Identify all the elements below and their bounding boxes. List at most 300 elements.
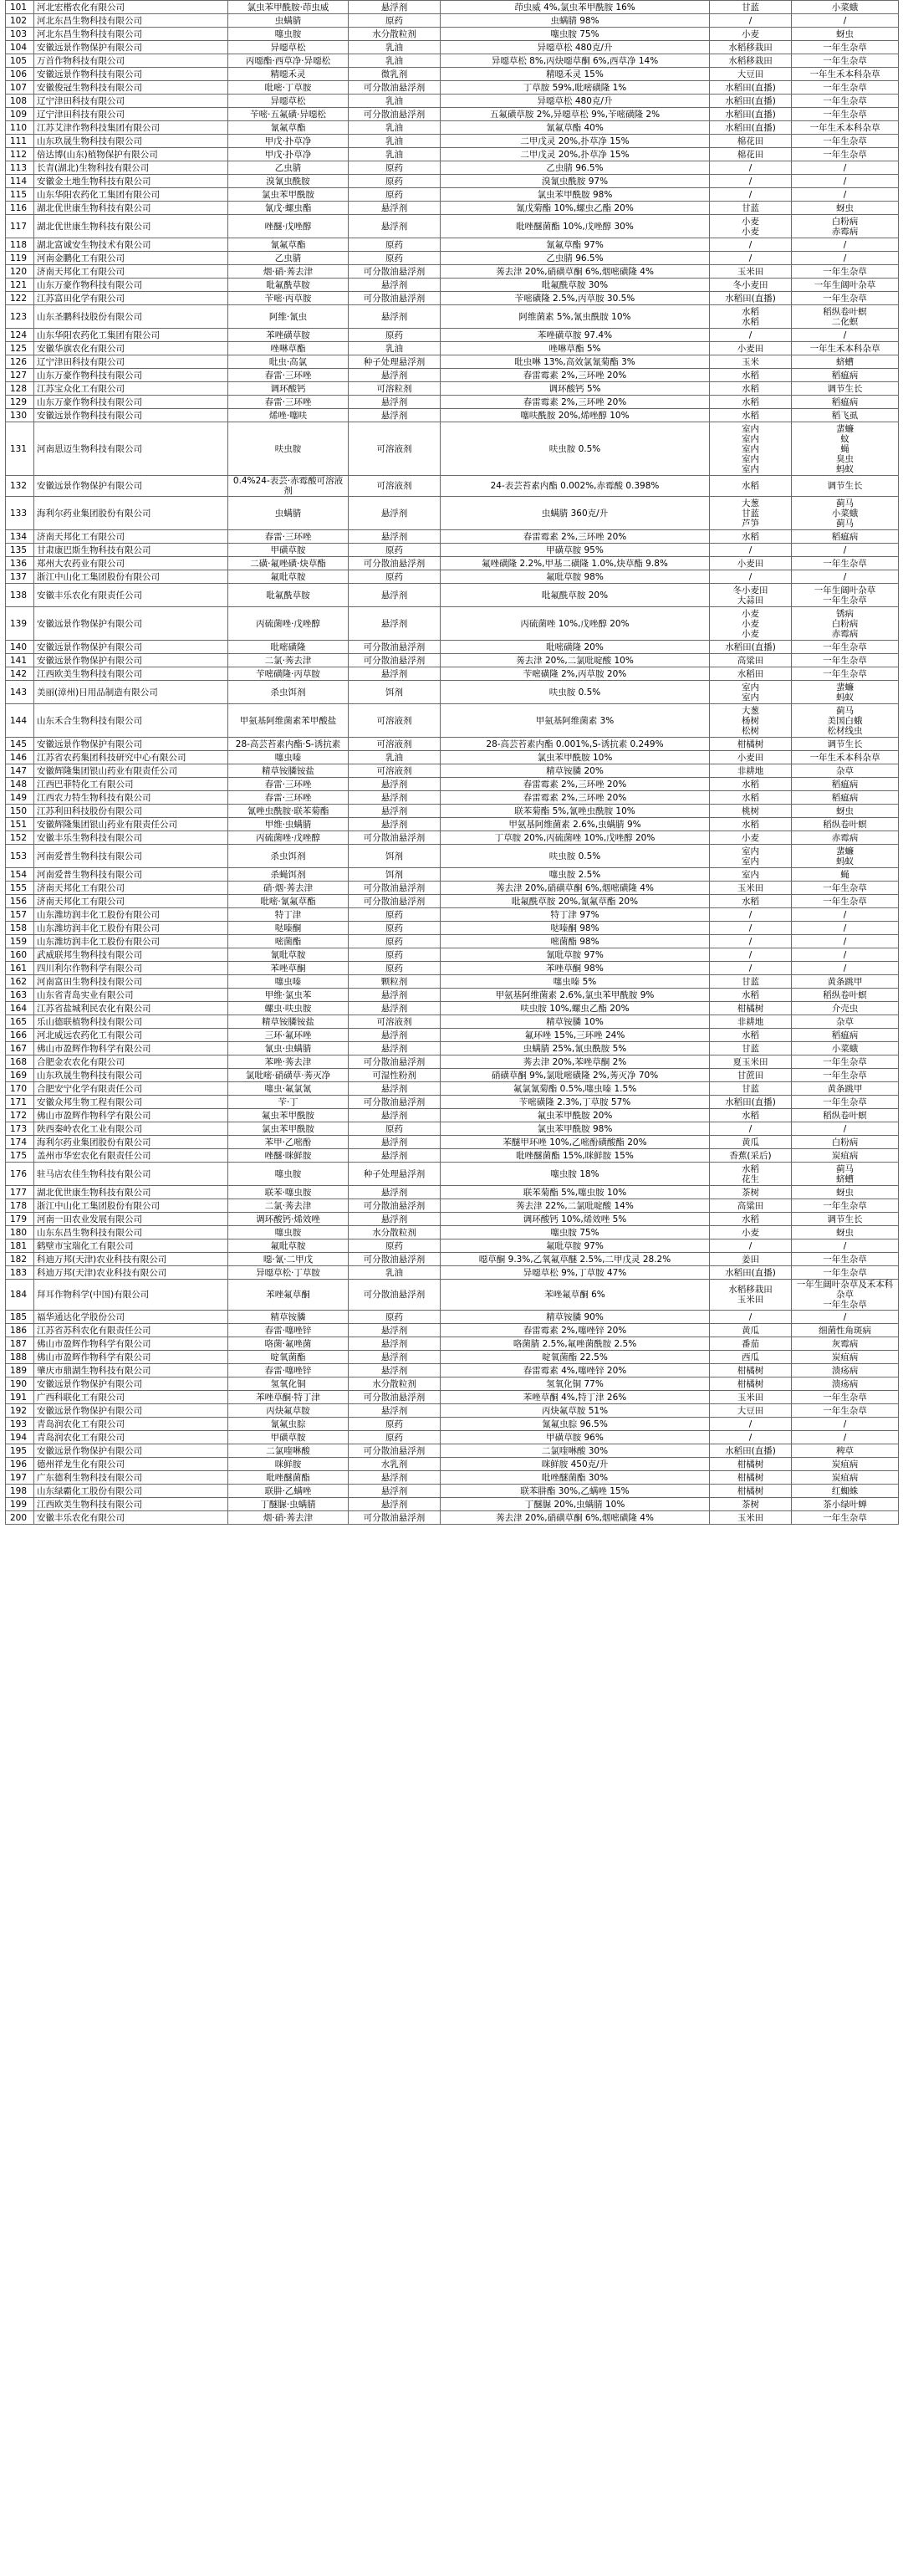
row-number: 159 — [6, 935, 34, 948]
active-ingredient: 呋虫胺 0.5% — [441, 681, 710, 704]
crop: 小麦 小麦 — [710, 215, 792, 238]
active-ingredient: 丁草胺 59%,吡嘧磺隆 1% — [441, 81, 710, 95]
company-name: 安徽金土地生物科技有限公司 — [34, 175, 228, 188]
formulation: 乳油 — [349, 148, 441, 161]
table-row — [6, 68, 899, 81]
table-row — [6, 175, 899, 188]
crop: 黄瓜 — [710, 1324, 792, 1337]
product-name: 精草铵膦铵盐 — [228, 764, 349, 778]
target-pest: 一年生禾本科杂草 — [792, 121, 899, 135]
target-pest: 调节生长 — [792, 476, 899, 497]
crop: / — [710, 922, 792, 935]
table-row — [6, 1015, 899, 1029]
formulation: 可溶液剂 — [349, 422, 441, 476]
row-number: 185 — [6, 1311, 34, 1324]
company-name: 山东华阳农药化工集团有限公司 — [34, 329, 228, 342]
company-name: 山东禾合生物科技有限公司 — [34, 704, 228, 738]
crop: 水稻移栽田 — [710, 54, 792, 68]
crop: 水稻 水稻 — [710, 305, 792, 329]
crop: 水稻 — [710, 989, 792, 1002]
company-name: 河北东昌生物科技有限公司 — [34, 28, 228, 41]
crop: 水稻 — [710, 476, 792, 497]
target-pest: 一年生杂草 — [792, 667, 899, 681]
row-number: 121 — [6, 279, 34, 292]
company-name: 湖北富诚安生物技术有限公司 — [34, 238, 228, 252]
active-ingredient: 吡唑醚菌酯 10%,戊唑醇 30% — [441, 215, 710, 238]
formulation: 原药 — [349, 188, 441, 202]
table-row — [6, 791, 899, 805]
product-name: 噻虫胺 — [228, 1163, 349, 1186]
formulation: 可分散油悬浮剂 — [349, 81, 441, 95]
row-number: 160 — [6, 948, 34, 962]
table-row — [6, 1253, 899, 1266]
row-number: 146 — [6, 751, 34, 764]
table-row — [6, 764, 899, 778]
row-number: 200 — [6, 1511, 34, 1525]
row-number: 191 — [6, 1391, 34, 1404]
target-pest: 一年生杂草 — [792, 1069, 899, 1082]
product-name: 虫螨腈 — [228, 497, 349, 530]
formulation: 可分散油悬浮剂 — [349, 292, 441, 305]
table-row — [6, 279, 899, 292]
active-ingredient: 春雷霉素 2%,噻唑锌 20% — [441, 1324, 710, 1337]
product-name: 吡嘧·氰氟草酯 — [228, 895, 349, 908]
crop: 水稻 — [710, 1109, 792, 1122]
target-pest: 蜚蠊 蚂蚁 — [792, 681, 899, 704]
table-row — [6, 584, 899, 607]
active-ingredient: 噻呋酰胺 20%,烯唑醇 10% — [441, 409, 710, 422]
product-name: 氯虫苯甲酰胺·茚虫威 — [228, 1, 349, 14]
target-pest: 稻瘟病 — [792, 791, 899, 805]
product-name: 虫螨腈 — [228, 14, 349, 28]
active-ingredient: 春雷霉素 2%,三环唑 20% — [441, 530, 710, 544]
company-name: 山东玖晟生物科技有限公司 — [34, 135, 228, 148]
crop: 姜田 — [710, 1253, 792, 1266]
crop: 玉米田 — [710, 882, 792, 895]
crop: 桃树 — [710, 805, 792, 818]
active-ingredient: 二甲戊灵 20%,扑草净 15% — [441, 148, 710, 161]
table-row — [6, 202, 899, 215]
target-pest: / — [792, 1311, 899, 1324]
formulation: 悬浮剂 — [349, 1149, 441, 1163]
row-number: 126 — [6, 355, 34, 369]
table-row — [6, 975, 899, 989]
formulation: 可湿性粉剂 — [349, 1069, 441, 1082]
row-number: 144 — [6, 704, 34, 738]
target-pest: 调节生长 — [792, 738, 899, 751]
row-number: 149 — [6, 791, 34, 805]
product-name: 噻虫·氟氯氰 — [228, 1082, 349, 1096]
company-name: 河南金鹏化工有限公司 — [34, 252, 228, 265]
product-name: 烯唑·噻呋 — [228, 409, 349, 422]
formulation: 可分散油悬浮剂 — [349, 1096, 441, 1109]
crop: 室内 室内 — [710, 681, 792, 704]
active-ingredient: 噻虫胺 75% — [441, 1226, 710, 1239]
company-name: 江西农力特生物科技有限公司 — [34, 791, 228, 805]
target-pest: 稻纵卷叶螟 — [792, 989, 899, 1002]
company-name: 四川利尔作物科学有限公司 — [34, 962, 228, 975]
crop: 水稻 — [710, 1029, 792, 1042]
table-row — [6, 1364, 899, 1377]
crop: 甘蓝 — [710, 1, 792, 14]
active-ingredient: 莠去津 20%,硝磺草酮 6%,烟嘧磺隆 4% — [441, 265, 710, 279]
row-number: 103 — [6, 28, 34, 41]
active-ingredient: 阿维菌素 5%,氰虫酰胺 10% — [441, 305, 710, 329]
active-ingredient: 噻虫胺 18% — [441, 1163, 710, 1186]
active-ingredient: 茚虫威 4%,氯虫苯甲酰胺 16% — [441, 1, 710, 14]
formulation: 悬浮剂 — [349, 497, 441, 530]
target-pest: 蜚蠊 蚊 蝇 臭虫 蚂蚁 — [792, 422, 899, 476]
row-number: 127 — [6, 369, 34, 382]
product-name: 联苯·噻虫胺 — [228, 1186, 349, 1199]
company-name: 安徽远景作物保护有限公司 — [34, 1444, 228, 1458]
row-number: 141 — [6, 654, 34, 667]
row-number: 132 — [6, 476, 34, 497]
company-name: 海利尔药业集团股份有限公司 — [34, 497, 228, 530]
row-number: 199 — [6, 1498, 34, 1511]
crop: 水稻 — [710, 409, 792, 422]
company-name: 辽宁津田科技有限公司 — [34, 108, 228, 121]
target-pest: 调节生长 — [792, 382, 899, 396]
formulation: 悬浮剂 — [349, 818, 441, 831]
company-name: 江苏省盐城利民农化有限公司 — [34, 1002, 228, 1015]
company-name: 济南天邦化工有限公司 — [34, 265, 228, 279]
row-number: 195 — [6, 1444, 34, 1458]
row-number: 168 — [6, 1055, 34, 1069]
table-row — [6, 1498, 899, 1511]
company-name: 山东潍坊润丰化工股份有限公司 — [34, 922, 228, 935]
table-row — [6, 497, 899, 530]
formulation: 悬浮剂 — [349, 1213, 441, 1226]
row-number: 169 — [6, 1069, 34, 1082]
company-name: 合肥金农农化有限公司 — [34, 1055, 228, 1069]
crop: 水稻 花生 — [710, 1163, 792, 1186]
company-name: 佛山市盈辉作物科学有限公司 — [34, 1109, 228, 1122]
company-name: 安徽华旗农化有限公司 — [34, 342, 228, 355]
crop: 大葱 杨树 松树 — [710, 704, 792, 738]
row-number: 139 — [6, 607, 34, 641]
active-ingredient: 呋虫胺 0.5% — [441, 422, 710, 476]
active-ingredient: 虫螨腈 98% — [441, 14, 710, 28]
crop: 水稻 — [710, 778, 792, 791]
table-row — [6, 135, 899, 148]
product-name: 吡虫·高氯 — [228, 355, 349, 369]
formulation: 原药 — [349, 922, 441, 935]
active-ingredient: 苄嘧磺隆 2.5%,丙草胺 30.5% — [441, 292, 710, 305]
table-row — [6, 738, 899, 751]
product-name: 二氯·莠去津 — [228, 654, 349, 667]
product-name: 氯虫苯甲酰胺 — [228, 1122, 349, 1136]
crop: 室内 室内 — [710, 845, 792, 868]
crop: 水稻田(直播) — [710, 81, 792, 95]
formulation: 乳油 — [349, 751, 441, 764]
product-name: 乙虫腈 — [228, 161, 349, 175]
table-row — [6, 329, 899, 342]
crop: 甘蓝 — [710, 202, 792, 215]
company-name: 山东省青岛实业有限公司 — [34, 989, 228, 1002]
company-name: 鹤壁市宝瑞化工有限公司 — [34, 1239, 228, 1253]
target-pest: 一年生阔叶杂草 — [792, 279, 899, 292]
target-pest: 一年生禾本科杂草 — [792, 342, 899, 355]
crop: 茶树 — [710, 1186, 792, 1199]
product-name: 甲戊·扑草净 — [228, 135, 349, 148]
product-name: 苄·丁 — [228, 1096, 349, 1109]
formulation: 可分散油悬浮剂 — [349, 895, 441, 908]
crop: 大豆田 — [710, 1404, 792, 1418]
row-number: 175 — [6, 1149, 34, 1163]
company-name: 山东东昌生物科技有限公司 — [34, 1226, 228, 1239]
table-row — [6, 805, 899, 818]
formulation: 悬浮剂 — [349, 584, 441, 607]
crop: 水稻 — [710, 382, 792, 396]
formulation: 可分散油悬浮剂 — [349, 1280, 441, 1311]
table-row — [6, 845, 899, 868]
table-row — [6, 607, 899, 641]
company-name: 安徽辉隆集团银山药业有限责任公司 — [34, 764, 228, 778]
company-name: 江西欧美生物科技有限公司 — [34, 667, 228, 681]
crop: 水稻田(直播) — [710, 1444, 792, 1458]
formulation: 悬浮剂 — [349, 1324, 441, 1337]
crop: 甘蓝 — [710, 975, 792, 989]
crop: 小麦田 — [710, 557, 792, 570]
row-number: 162 — [6, 975, 34, 989]
row-number: 118 — [6, 238, 34, 252]
active-ingredient: 丁草胺 20%,丙硫菌唑 10%,戊唑醇 20% — [441, 831, 710, 845]
row-number: 186 — [6, 1324, 34, 1337]
table-row — [6, 895, 899, 908]
row-number: 171 — [6, 1096, 34, 1109]
table-row — [6, 704, 899, 738]
formulation: 悬浮剂 — [349, 396, 441, 409]
target-pest: 稻纵卷叶螟 — [792, 1109, 899, 1122]
formulation: 原药 — [349, 948, 441, 962]
formulation: 乳油 — [349, 1266, 441, 1280]
row-number: 140 — [6, 641, 34, 654]
product-name: 吡唑醚菌酯 — [228, 1471, 349, 1485]
crop: 大葱 甘蓝 芦笋 — [710, 497, 792, 530]
product-name: 苯唑磺草胺 — [228, 329, 349, 342]
crop: 香蕉(采后) — [710, 1149, 792, 1163]
active-ingredient: 精草铵膦 20% — [441, 764, 710, 778]
target-pest: 一年生杂草 — [792, 81, 899, 95]
active-ingredient: 乙虫腈 96.5% — [441, 252, 710, 265]
table-row — [6, 1, 899, 14]
product-name: 联肼·乙螨唑 — [228, 1485, 349, 1498]
table-row — [6, 14, 899, 28]
active-ingredient: 吡虫啉 13%,高效氯氰菊酯 3% — [441, 355, 710, 369]
table-row — [6, 908, 899, 922]
formulation: 水分散粒剂 — [349, 1226, 441, 1239]
target-pest: 蜚蠊 蚂蚁 — [792, 845, 899, 868]
crop: / — [710, 1122, 792, 1136]
product-name: 吡氟酰草胺 — [228, 279, 349, 292]
active-ingredient: 春雷霉素 2%,三环唑 20% — [441, 778, 710, 791]
product-name: 春雷·噻唑锌 — [228, 1324, 349, 1337]
row-number: 172 — [6, 1109, 34, 1122]
crop: / — [710, 14, 792, 28]
product-name: 春雷·噻唑锌 — [228, 1364, 349, 1377]
formulation: 原药 — [349, 935, 441, 948]
active-ingredient: 溴氰虫酰胺 97% — [441, 175, 710, 188]
row-number: 198 — [6, 1485, 34, 1498]
table-row — [6, 292, 899, 305]
table-row — [6, 265, 899, 279]
table-row — [6, 935, 899, 948]
company-name: 湖北优世康生物科技有限公司 — [34, 202, 228, 215]
crop: / — [710, 962, 792, 975]
product-name: 溴氰虫酰胺 — [228, 175, 349, 188]
crop: 水稻田(直播) — [710, 641, 792, 654]
target-pest: 一年生杂草 — [792, 1404, 899, 1418]
active-ingredient: 呋虫胺 10%,螺虫乙酯 20% — [441, 1002, 710, 1015]
crop: 柑橘树 — [710, 1471, 792, 1485]
active-ingredient: 莠去津 22%,二氯吡啶酸 14% — [441, 1199, 710, 1213]
row-number: 135 — [6, 544, 34, 557]
target-pest: 一年生禾本科杂草 — [792, 751, 899, 764]
table-row — [6, 1002, 899, 1015]
formulation: 可分散油悬浮剂 — [349, 1253, 441, 1266]
company-name: 济南天邦化工有限公司 — [34, 895, 228, 908]
crop: 甘蔗田 — [710, 1069, 792, 1082]
company-name: 安徽远景作物保护有限公司 — [34, 654, 228, 667]
company-name: 安徽远景作物保护有限公司 — [34, 1404, 228, 1418]
target-pest: 一年生杂草 — [792, 135, 899, 148]
crop: 水稻田(直播) — [710, 108, 792, 121]
active-ingredient: 乙虫腈 96.5% — [441, 161, 710, 175]
active-ingredient: 硝磺草酮 9%,氯吡嘧磺隆 2%,莠灭净 70% — [441, 1069, 710, 1082]
table-row — [6, 409, 899, 422]
active-ingredient: 丁醚脲 20%,虫螨腈 10% — [441, 1498, 710, 1511]
product-name: 噻虫胺 — [228, 1226, 349, 1239]
table-row — [6, 962, 899, 975]
target-pest: 一年生禾本科杂草 — [792, 68, 899, 81]
target-pest: / — [792, 1431, 899, 1444]
formulation: 悬浮剂 — [349, 1029, 441, 1042]
company-name: 河南恩迈生物科技有限公司 — [34, 422, 228, 476]
table-row — [6, 1377, 899, 1391]
target-pest: 一年生阔叶杂草 一年生杂草 — [792, 584, 899, 607]
product-name: 螺虫·呋虫胺 — [228, 1002, 349, 1015]
table-row — [6, 922, 899, 935]
row-number: 137 — [6, 570, 34, 584]
target-pest: 白粉病 赤霉病 — [792, 215, 899, 238]
table-row — [6, 557, 899, 570]
product-name: 氰氟虫腙 — [228, 1418, 349, 1431]
target-pest: / — [792, 908, 899, 922]
table-row — [6, 28, 899, 41]
target-pest: 蓟马 美国白蛾 松材线虫 — [792, 704, 899, 738]
company-name: 山东玖晟生物科技有限公司 — [34, 1069, 228, 1082]
product-name: 丁醚脲·虫螨腈 — [228, 1498, 349, 1511]
active-ingredient: 甲磺草胺 96% — [441, 1431, 710, 1444]
product-name: 苯唑氟草酮 — [228, 1280, 349, 1311]
row-number: 107 — [6, 81, 34, 95]
company-name: 江苏艾津作物科技集团有限公司 — [34, 121, 228, 135]
crop: 室内 — [710, 868, 792, 882]
company-name: 乐山德联植物科技有限公司 — [34, 1015, 228, 1029]
target-pest: / — [792, 14, 899, 28]
crop: 玉米田 — [710, 1511, 792, 1525]
formulation: 原药 — [349, 329, 441, 342]
formulation: 原药 — [349, 252, 441, 265]
product-name: 氰氟草酯 — [228, 238, 349, 252]
table-row — [6, 1404, 899, 1418]
target-pest: / — [792, 329, 899, 342]
crop: / — [710, 908, 792, 922]
target-pest: 蝇 — [792, 868, 899, 882]
formulation: 原药 — [349, 962, 441, 975]
active-ingredient: 呋虫胺 0.5% — [441, 845, 710, 868]
active-ingredient: 莠去津 20%,二氯吡啶酸 10% — [441, 654, 710, 667]
product-name: 烟·硝·莠去津 — [228, 1511, 349, 1525]
formulation: 水乳剂 — [349, 1458, 441, 1471]
table-row — [6, 831, 899, 845]
company-name: 河南爱普生物科技有限公司 — [34, 845, 228, 868]
target-pest: 蚜虫 — [792, 28, 899, 41]
target-pest: / — [792, 935, 899, 948]
product-name: 唑醚·戊唑醇 — [228, 215, 349, 238]
target-pest: 一年生杂草 — [792, 41, 899, 54]
formulation: 微乳剂 — [349, 68, 441, 81]
target-pest: / — [792, 238, 899, 252]
row-number: 155 — [6, 882, 34, 895]
formulation: 可分散油悬浮剂 — [349, 1444, 441, 1458]
formulation: 悬浮剂 — [349, 409, 441, 422]
company-name: 河北东昌生物科技有限公司 — [34, 14, 228, 28]
active-ingredient: 吡氟酰草胺 20%,氰氟草酯 20% — [441, 895, 710, 908]
company-name: 佛山市盈辉作物科学有限公司 — [34, 1351, 228, 1364]
target-pest: 炭疽病 — [792, 1458, 899, 1471]
table-row — [6, 544, 899, 557]
active-ingredient: 氟吡草胺 98% — [441, 570, 710, 584]
table-row — [6, 654, 899, 667]
target-pest: / — [792, 948, 899, 962]
target-pest: 稻瘟病 — [792, 530, 899, 544]
company-name: 江苏省农药集团科技研究中心有限公司 — [34, 751, 228, 764]
product-name: 氯吡嘧·硝磺草·莠灭净 — [228, 1069, 349, 1082]
company-name: 济南天邦化工有限公司 — [34, 882, 228, 895]
active-ingredient: 氟环唑 15%,三环唑 24% — [441, 1029, 710, 1042]
table-row — [6, 1082, 899, 1096]
crop: 柑橘树 — [710, 1485, 792, 1498]
active-ingredient: 虫螨腈 25%,氰虫酰胺 5% — [441, 1042, 710, 1055]
formulation: 可溶液剂 — [349, 476, 441, 497]
company-name: 河北宏楷农化有限公司 — [34, 1, 228, 14]
product-name: 咪鲜胺 — [228, 1458, 349, 1471]
formulation: 可分散油悬浮剂 — [349, 1055, 441, 1069]
crop: 玉米 — [710, 355, 792, 369]
product-name: 甲维·虫螨腈 — [228, 818, 349, 831]
table-row — [6, 95, 899, 108]
table-row — [6, 641, 899, 654]
product-name: 氰虫·虫螨腈 — [228, 1042, 349, 1055]
row-number: 148 — [6, 778, 34, 791]
company-name: 安徽远景作物科技有限公司 — [34, 409, 228, 422]
table-row — [6, 476, 899, 497]
product-name: 春雷·三环唑 — [228, 396, 349, 409]
company-name: 陕西秦岭农化工业有限公司 — [34, 1122, 228, 1136]
company-name: 河北威远农药化工有限公司 — [34, 1029, 228, 1042]
table-row — [6, 1239, 899, 1253]
formulation: 悬浮剂 — [349, 607, 441, 641]
product-name: 丙炔氟草胺 — [228, 1404, 349, 1418]
active-ingredient: 苄嘧磺隆 2%,丙草胺 20% — [441, 667, 710, 681]
target-pest: 一年生杂草 — [792, 895, 899, 908]
row-number: 105 — [6, 54, 34, 68]
registration-table — [5, 0, 898, 2576]
crop: 甘蓝 — [710, 1042, 792, 1055]
target-pest: 一年生杂草 — [792, 1055, 899, 1069]
